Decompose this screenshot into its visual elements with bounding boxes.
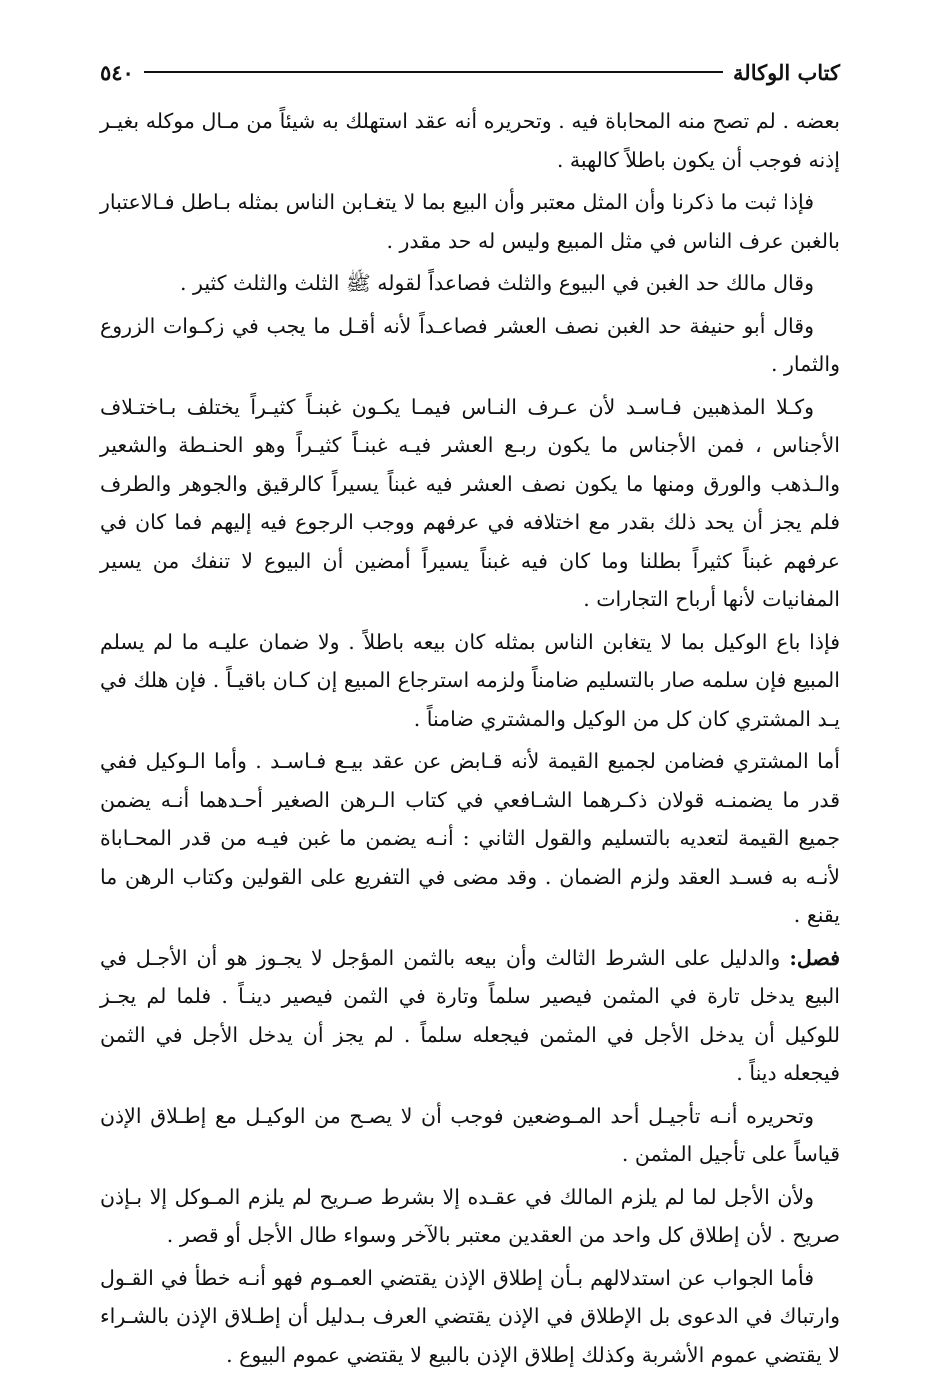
page-header xyxy=(100,52,840,92)
paragraph: فأما الجواب عن استدلالهم بـأن إطلاق الإذن يقتضي العمـوم فهو أنـه خطأ في القـول وارتباك في الدعوى بل الإطلاق في الإذن يقتضي العرف بـدليل أن إطـلاق الإذن بالشـراء لا يقتضي عموم الأشربة وكذلك إطلاق الإذن بالبيع لا يقتضي عموم البيوع . xyxy=(100,1259,840,1374)
paragraph: بعضه . لم تصح منه المحاباة فيه . وتحريره أنه عقد استهلك به شيئاً من مـال موكله بغيـر إذنه فوجب أن يكون باطلاً كالهبة . xyxy=(100,102,840,179)
section-paragraph xyxy=(100,939,840,1093)
page-number: ٥٤٠ xyxy=(100,60,134,85)
section-label: فصل: xyxy=(789,946,840,970)
paragraph: أما المشتري فضامن لجميع القيمة لأنه قـابض عن عقد بيـع فـاسـد . وأما الـوكيل ففي قدر ما يضمنـه قولان ذكـرهما الشـافعي في كتاب الـرهن الصغير أحـدهما أنـه يضمن جميع القيمة لتعديه بالتسليم والقول الثاني : أنـه يضمن ما غبن فيـه من قدر المحـاباة لأنـه به فسـد العقد ولزم الضمان . وقد مضى في التفريع على القولين وكتاب الرهن ما يقنع . xyxy=(100,742,840,935)
paragraph: ولأن الأجل لما لم يلزم المالك في عقـده إلا بشرط صـريح لم يلزم المـوكل إلا بـإذن صريح . لأن إطلاق كل واحد من العقدين معتبر بالآخر وسواء طال الأجل أو قصر . xyxy=(100,1178,840,1255)
paragraph: وتحريره أنـه تأجيـل أحد المـوضعين فوجب أن لا يصـح من الوكيـل مع إطـلاق الإذن قياساً على تأجيل المثمن . xyxy=(100,1097,840,1174)
paragraph: وكـلا المذهبين فـاسـد لأن عـرف النـاس فيمـا يكـون غبنـاً كثيـراً يختلف بـاختـلاف الأجناس ، فمن الأجناس ما يكون ربـع العشر فيـه غبنـاً كثيـراً وهو الحنـطة والشعير والـذهب والورق ومنها ما يكون نصف العشر فيه غبناً يسيراً كالرقيق والجوهر والطرف فلم يجز أن يحد ذلك بقدر مع اختلافه في عرفهم ووجب الرجوع فيه إليهم فما كان في عرفهم غبناً كثيراً بطلنا وما كان فيه غبناً يسيراً أمضين أن البيوع لا تنفك من يسير المفانيات لأنها أرباح التجارات . xyxy=(100,388,840,619)
paragraph: فإذا باع الوكيل بما لا يتغابن الناس بمثله كان بيعه باطلاً . ولا ضمان عليـه ما لم يسلم المبيع فإن سلمه صار بالتسليم ضامناً ولزمه استرجاع المبيع إن كـان باقيـاً . فإن هلك في يـد المشتري كان كل من الوكيل والمشتري ضامناً . xyxy=(100,623,840,739)
section-text: والدليل على الشرط الثالث وأن بيعه بالثمن المؤجل لا يجـوز هو أن الأجـل في البيع يدخل تارة في المثمن فيصير سلماً وتارة في الثمن فيصير دينـاً . فلما لم يجـز للوكيل أن يدخل الأجل في المثمن فيجعله سلماً . لم يجز أن يدخل الأجل في الثمن فيجعله ديناً . xyxy=(100,946,840,1086)
body-text xyxy=(100,102,840,1374)
paragraph: وقال مالك حد الغبن في البيوع والثلث فصاعداً لقوله ﷺ الثلث والثلث كثير . xyxy=(100,264,840,303)
paragraph: فإذا ثبت ما ذكرنا وأن المثل معتبر وأن البيع بما لا يتغـابن الناس بمثله بـاطل فـالاعتبار بالغبن عرف الناس في مثل المبيع وليس له حد مقدر . xyxy=(100,183,840,260)
paragraph: وقال أبو حنيفة حد الغبن نصف العشر فصاعـداً لأنه أقـل ما يجب في زكـوات الزروع والثمار . xyxy=(100,307,840,384)
book-title: كتاب الوكالة xyxy=(733,60,840,85)
header-rule xyxy=(144,71,723,73)
